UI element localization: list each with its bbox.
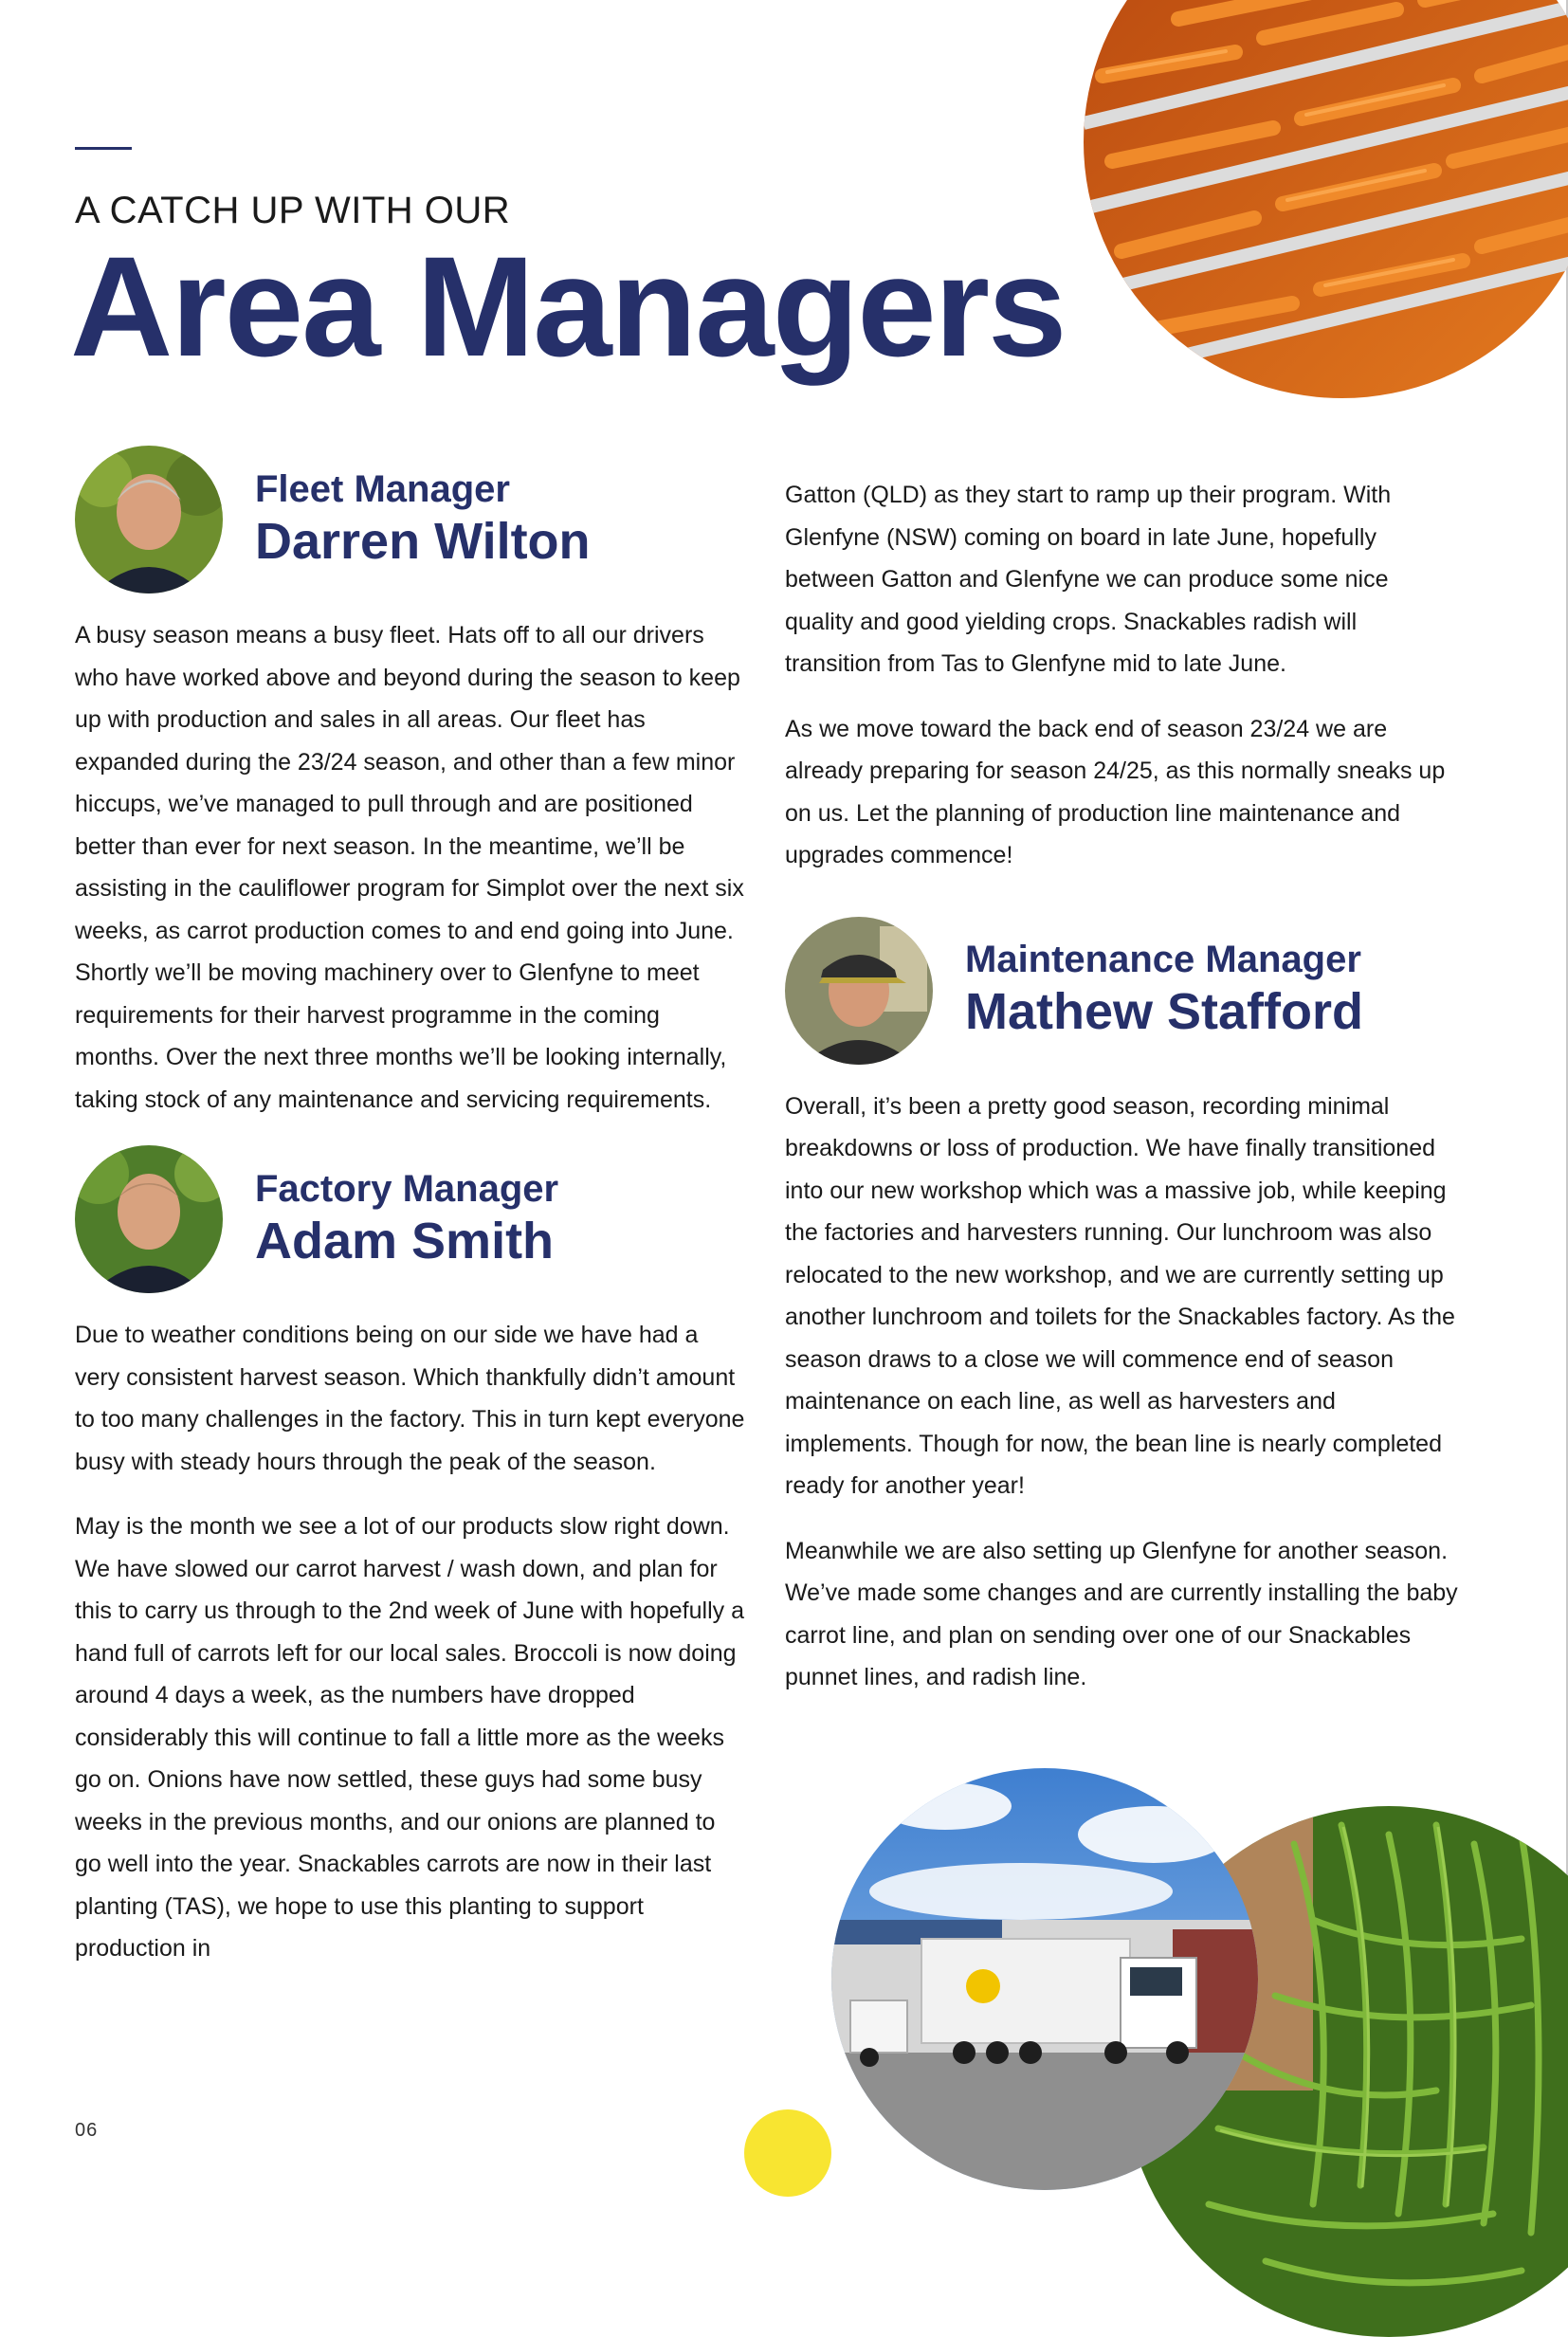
- header-rule: [75, 147, 132, 150]
- person-name: Mathew Stafford: [965, 983, 1364, 1041]
- paragraph: May is the month we see a lot of our products slow right down. We have slowed our carrot harvest / wash down, and plan for this to carry us through to the 2nd week of June with hopefully a hand full of carrots left for our local sales. Broccoli is now doing around 4 days a week, as the numbers have dropped considerably this will continue to fall a little more as the weeks go on. Onions have now settled, these guys had some busy weeks in the previous months, and our onions are planned to go well into the year. Snackables carrots are now in their last planting (TAS), we hope to use this planting to support production in: [75, 1513, 744, 1962]
- decorative-yellow-dot: [744, 2109, 831, 2197]
- maintenance-manager-header: [785, 915, 1458, 1067]
- paragraph: Due to weather conditions being on our side we have had a very consistent harvest season. Which thankfully didn’t amount to too many challenges in the factory. This in turn kept everyone busy with steady hours through the peak of the season.: [75, 1322, 745, 1475]
- paragraph: Overall, it’s been a pretty good season, recording minimal breakdowns or loss of production. We have finally transitioned into our new workshop which was a massive job, while keeping the factories and harvesters running. Our lunchroom was also relocated to the new workshop, and we are currently setting up another lunchroom and toilets for the Snackables factory. As the season draws to a close we will commence end of season maintenance on each line, as well as harvesters and implements. Though for now, the bean line is nearly completed ready for another year!: [785, 1092, 1455, 1499]
- role-title: Fleet Manager: [255, 467, 510, 510]
- avatar: [785, 917, 933, 1065]
- factory-manager-header: [75, 1143, 748, 1295]
- right-column: [785, 474, 1458, 1722]
- paragraph: A busy season means a busy fleet. Hats off to all our drivers who have worked above and beyond during the season to keep up with production and sales in all areas. Our fleet has expanded during the 23/24 season, and other than a few minor hiccups, we’ve managed to pull through and are positioned better than ever for next season. In the meantime, we’ll be assisting in the cauliflower program for Simplot over the next six weeks, as carrot production comes to and end going into June. Shortly we’ll be moving machinery over to Glenfyne to meet requirements for their harvest programme in the coming months. Over the next three months we’ll be looking internally, taking stock of any maintenance and servicing requirements.: [75, 622, 744, 1113]
- paragraph: Meanwhile we are also setting up Glenfyne for another season. We’ve made some changes and are currently installing the baby carrot line, and plan on sending over one of our Snackables punnet lines, and radish line.: [785, 1537, 1458, 1690]
- avatar: [75, 446, 223, 593]
- role-title: Maintenance Manager: [965, 939, 1361, 981]
- fleet-manager-header: [75, 444, 748, 595]
- header-kicker: A CATCH UP WITH OUR: [75, 190, 511, 231]
- person-name: Adam Smith: [255, 1212, 555, 1269]
- paragraph: Gatton (QLD) as they start to ramp up their program. With Glenfyne (NSW) coming on board in late June, hopefully between Gatton and Glenfyne we can produce some nice quality and good yielding crops. Snackables radish will transition from Tas to Glenfyne mid to late June.: [785, 482, 1392, 677]
- left-column: [75, 444, 748, 1993]
- carrot-photo: [1084, 0, 1568, 398]
- paragraph: As we move toward the back end of season 23/24 we are already preparing for season 24/25, as this normally sneaks up on us. Let the planning of production line maintenance and upgrades commence!: [785, 715, 1446, 868]
- page-title: Area Managers: [70, 227, 1066, 386]
- person-name: Darren Wilton: [255, 512, 591, 570]
- avatar: [75, 1145, 223, 1293]
- page-number: 06: [75, 2120, 99, 2141]
- role-title: Factory Manager: [255, 1167, 559, 1210]
- truck-depot-photo: [831, 1768, 1258, 2190]
